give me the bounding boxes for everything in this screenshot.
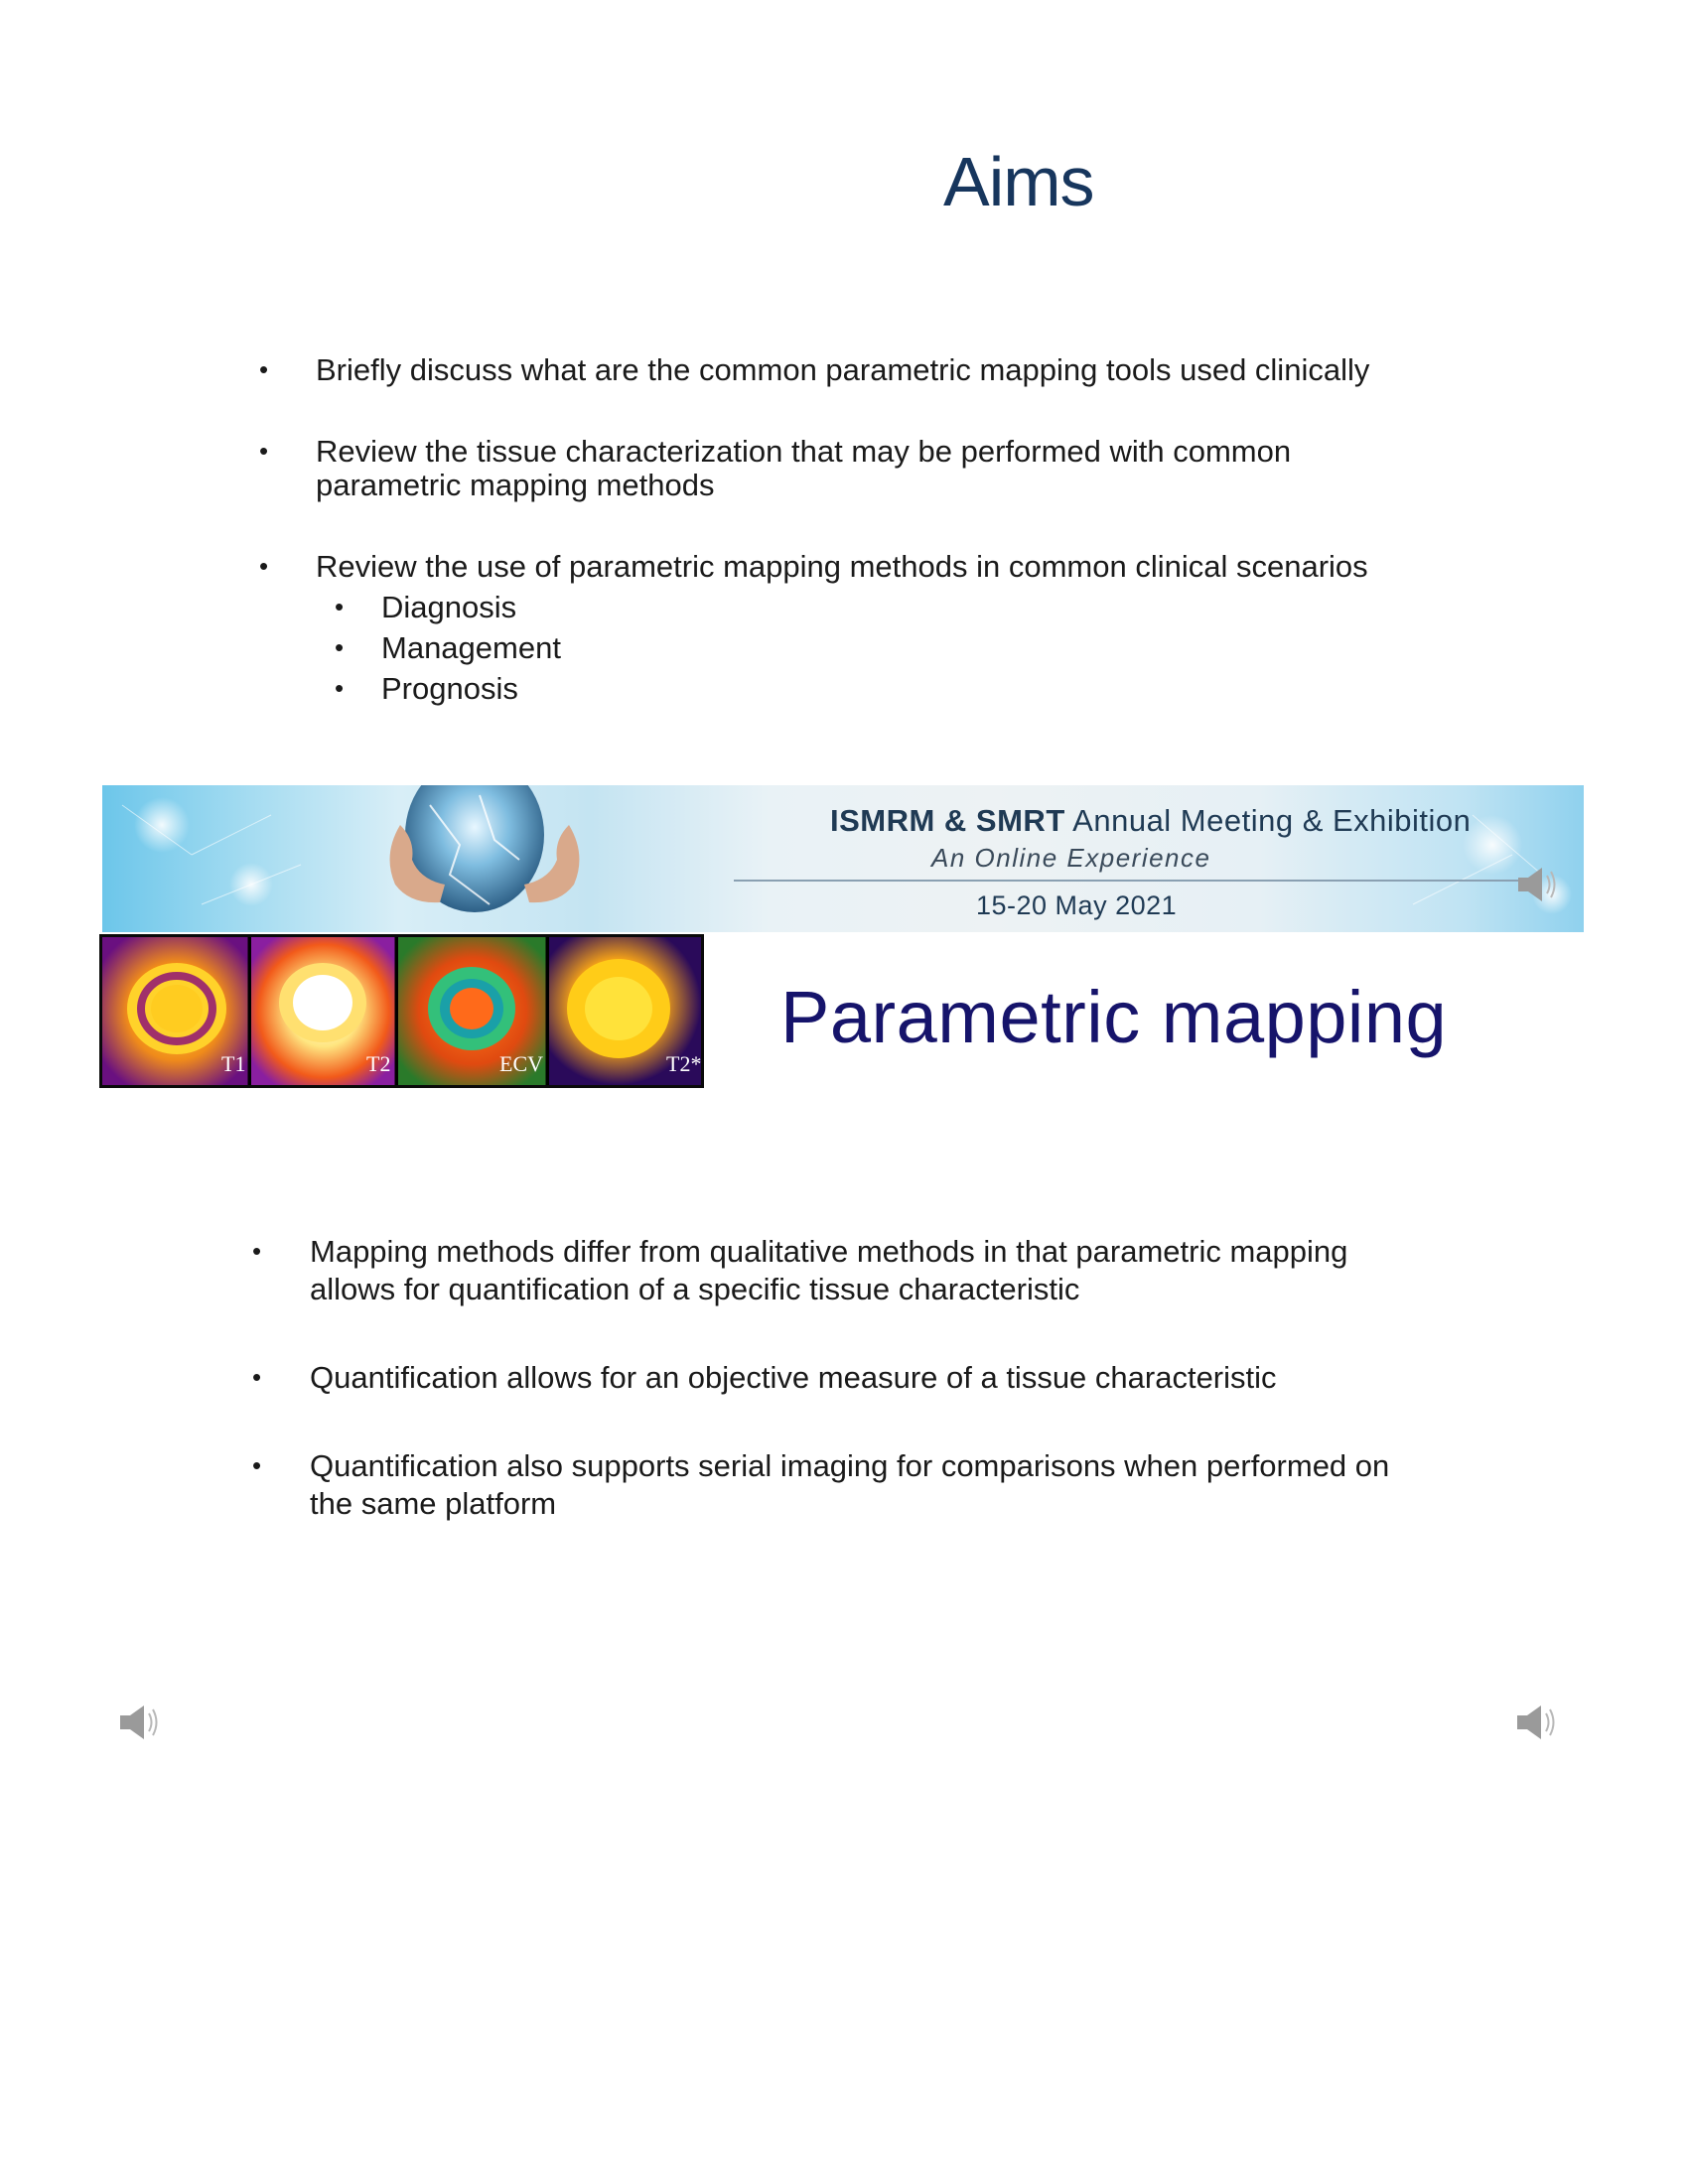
banner-subtitle: An Online Experience	[931, 843, 1211, 873]
speaker-icon[interactable]	[1512, 860, 1562, 909]
mri-label-t1: T1	[221, 1051, 246, 1076]
bullet-dot: •	[335, 673, 345, 703]
pm-bullet-1-line-2: allows for quantification of a specific tissue characteristic	[310, 1272, 1080, 1306]
conference-banner	[102, 785, 1584, 932]
banner-title-bold: ISMRM & SMRT	[830, 803, 1065, 838]
bullet-dot: •	[259, 436, 269, 466]
mri-label-t2: T2	[366, 1051, 391, 1076]
banner-date: 15-20 May 2021	[976, 890, 1178, 920]
aims-bullet-1: Briefly discuss what are the common parametric mapping tools used clinically	[316, 352, 1370, 387]
bullet-dot: •	[252, 1450, 262, 1480]
aims-bullet-2-line-1: Review the tissue characterization that may be performed with common	[316, 434, 1292, 469]
aims-bullet-3: Review the use of parametric mapping methods in common clinical scenarios	[316, 549, 1368, 584]
parametric-mapping-title: Parametric mapping	[780, 976, 1448, 1058]
pm-bullet-3-line-1: Quantification also supports serial imaging for comparisons when performed on	[310, 1448, 1390, 1483]
pm-bullet-2: Quantification allows for an objective measure of a tissue characteristic	[310, 1360, 1277, 1395]
pm-bullet-1-line-1: Mapping methods differ from qualitative methods in that parametric mapping	[310, 1234, 1348, 1269]
mri-map-images	[102, 937, 701, 1085]
mri-label-ecv: ECV	[499, 1051, 543, 1076]
mri-label-t2-star: T2*	[666, 1051, 702, 1076]
bullet-dot: •	[335, 592, 345, 621]
bullet-dot: •	[259, 551, 269, 581]
banner-divider	[734, 880, 1540, 882]
speaker-icon[interactable]	[1511, 1698, 1561, 1747]
aims-subbullet-diagnosis: Diagnosis	[381, 590, 517, 624]
mri-map-strip	[99, 934, 704, 1088]
bullet-dot: •	[259, 354, 269, 384]
aims-title: Aims	[943, 143, 1094, 220]
bullet-dot: •	[252, 1362, 262, 1392]
banner-title	[830, 803, 1471, 839]
aims-subbullet-prognosis: Prognosis	[381, 671, 518, 706]
speaker-icon[interactable]	[114, 1698, 164, 1747]
pm-bullet-3-line-2: the same platform	[310, 1486, 557, 1521]
aims-bullet-2-line-2: parametric mapping methods	[316, 468, 715, 502]
banner-title-rest: Annual Meeting & Exhibition	[1072, 803, 1472, 838]
bullet-dot: •	[335, 632, 345, 662]
aims-subbullet-management: Management	[381, 630, 561, 665]
bullet-dot: •	[252, 1236, 262, 1266]
